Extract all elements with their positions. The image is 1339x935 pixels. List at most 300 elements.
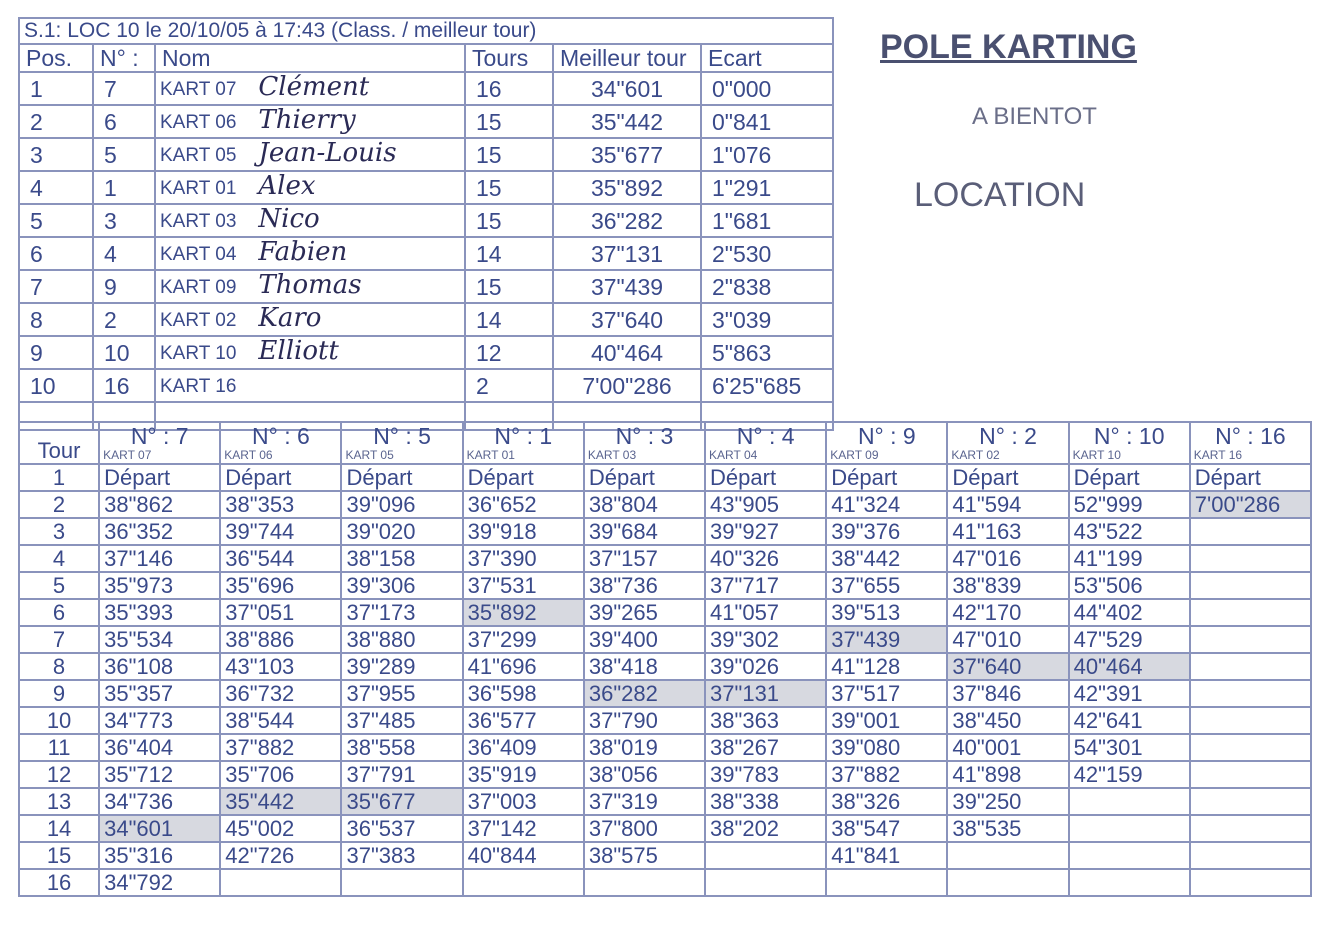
lap-time-cell (1190, 653, 1311, 680)
best-lap-cell: 34"601 (553, 72, 701, 105)
results-row (19, 171, 833, 204)
lap-time-cell: 38"544 (220, 707, 341, 734)
lap-time-cell (947, 842, 1068, 869)
lap-time-cell: Départ (947, 464, 1068, 491)
lap-time-cell: Départ (584, 464, 705, 491)
lap-number-cell: 1 (19, 464, 99, 491)
laps-body (19, 464, 1311, 896)
gap-cell: 0"000 (701, 72, 833, 105)
kart-header-name: KART 05 (345, 448, 394, 462)
kart-number-cell: 4 (93, 237, 155, 270)
lap-time-cell (1069, 842, 1190, 869)
lap-time-cell (1069, 815, 1190, 842)
lap-number-cell: 7 (19, 626, 99, 653)
lap-time-cell: 42"170 (947, 599, 1068, 626)
lap-time-cell: 35"316 (99, 842, 220, 869)
best-lap-cell: 37"640 (553, 303, 701, 336)
kart-header-name: KART 02 (951, 448, 1000, 462)
lap-time-cell (1190, 788, 1311, 815)
results-table (18, 17, 834, 431)
kart-header (220, 422, 341, 464)
lap-time-cell: 37"791 (341, 761, 462, 788)
lap-time-cell: 36"544 (220, 545, 341, 572)
lap-time-cell: 40"844 (463, 842, 584, 869)
driver-name: Karo (258, 303, 322, 333)
lap-time-cell: 35"393 (99, 599, 220, 626)
lap-number-cell: 8 (19, 653, 99, 680)
lap-time-cell: 41"696 (463, 653, 584, 680)
kart-header-number: N° : 5 (373, 423, 431, 449)
lap-time-cell: Départ (99, 464, 220, 491)
lap-time-cell: 38"736 (584, 572, 705, 599)
lap-time-cell: 43"522 (1069, 518, 1190, 545)
lap-time-cell: 37"003 (463, 788, 584, 815)
lap-time-cell: 37"157 (584, 545, 705, 572)
lap-time-cell: 39"684 (584, 518, 705, 545)
lap-time-cell: 41"898 (947, 761, 1068, 788)
lap-time-cell: 42"726 (220, 842, 341, 869)
kart-name: KART 06 (160, 112, 237, 133)
lap-time-cell: 40"001 (947, 734, 1068, 761)
lap-time-cell: 39"306 (341, 572, 462, 599)
lap-time-cell: 34"736 (99, 788, 220, 815)
kart-header (1190, 422, 1311, 464)
lap-row (19, 680, 1311, 707)
laps-count-cell: 15 (465, 138, 553, 171)
lap-time-cell: 37"299 (463, 626, 584, 653)
lap-time-cell: 38"202 (705, 815, 826, 842)
results-header-cell: Meilleur tour (553, 44, 701, 72)
lap-time-cell (1069, 869, 1190, 896)
results-header-cell: Tours (465, 44, 553, 72)
lap-time-cell: 35"712 (99, 761, 220, 788)
kart-header (99, 422, 220, 464)
lap-time-cell: 38"450 (947, 707, 1068, 734)
results-row (19, 336, 833, 369)
gap-cell: 1"291 (701, 171, 833, 204)
lap-number-cell: 15 (19, 842, 99, 869)
lap-time-cell: 34"773 (99, 707, 220, 734)
kart-header (947, 422, 1068, 464)
lap-row (19, 869, 1311, 896)
lap-time-cell: 35"973 (99, 572, 220, 599)
results-title: S.1: LOC 10 le 20/10/05 à 17:43 (Class. / meilleur tour) (19, 18, 833, 44)
results-row (19, 138, 833, 171)
lap-time-cell: 40"326 (705, 545, 826, 572)
laps-count-cell: 15 (465, 105, 553, 138)
lap-time-cell: 37"146 (99, 545, 220, 572)
name-cell (155, 237, 465, 270)
kart-name: KART 02 (160, 310, 237, 331)
lap-time-cell: 37"390 (463, 545, 584, 572)
lap-time-cell (1069, 788, 1190, 815)
position-cell: 9 (19, 336, 93, 369)
name-cell (155, 105, 465, 138)
best-lap-cell: 37"131 (553, 237, 701, 270)
lap-time-cell: 41"128 (826, 653, 947, 680)
results-row (19, 72, 833, 105)
lap-time-cell (1190, 734, 1311, 761)
lap-time-cell (341, 869, 462, 896)
driver-name: Fabien (258, 237, 348, 267)
kart-header-number: N° : 7 (130, 423, 189, 449)
lap-time-cell: 38"862 (99, 491, 220, 518)
laps-count-cell: 12 (465, 336, 553, 369)
lap-time-cell: 39"927 (705, 518, 826, 545)
kart-name: KART 16 (160, 376, 237, 397)
lap-time-cell: 38"353 (220, 491, 341, 518)
lap-time-cell (705, 869, 826, 896)
lap-time-cell: 37"531 (463, 572, 584, 599)
lap-time-cell: 39"026 (705, 653, 826, 680)
lap-time-cell: 37"882 (220, 734, 341, 761)
lap-time-cell: 41"057 (705, 599, 826, 626)
kart-header-name: KART 09 (830, 448, 879, 462)
kart-number-cell: 1 (93, 171, 155, 204)
kart-header-number: N° : 16 (1215, 423, 1286, 449)
lap-time-cell: 35"534 (99, 626, 220, 653)
lap-time-cell: Départ (1190, 464, 1311, 491)
lap-time-cell (1190, 545, 1311, 572)
lap-time-cell: 38"326 (826, 788, 947, 815)
kart-name: KART 03 (160, 211, 237, 232)
lap-time-cell (1190, 707, 1311, 734)
lap-time-cell (1190, 518, 1311, 545)
lap-time-cell (220, 869, 341, 896)
driver-name: Alex (258, 171, 316, 201)
lap-time-cell: 37"955 (341, 680, 462, 707)
laps-count-cell: 2 (465, 369, 553, 402)
gap-cell: 2"530 (701, 237, 833, 270)
lap-time-cell: Départ (341, 464, 462, 491)
name-cell (155, 270, 465, 303)
kart-header-name: KART 01 (466, 448, 515, 462)
lap-time-cell: 35"442 (220, 788, 341, 815)
lap-time-cell: 37"173 (341, 599, 462, 626)
lap-time-cell: 37"517 (826, 680, 947, 707)
lap-time-cell (1190, 842, 1311, 869)
driver-name: Jean-Louis (258, 138, 397, 168)
lap-time-cell: 36"404 (99, 734, 220, 761)
results-header-cell: Pos. (19, 44, 93, 72)
position-cell: 3 (19, 138, 93, 171)
kart-header-number: N° : 1 (494, 423, 553, 449)
kart-header-number: N° : 9 (857, 423, 916, 449)
kart-number-cell: 16 (93, 369, 155, 402)
lap-time-cell: 39"918 (463, 518, 584, 545)
lap-number-cell: 6 (19, 599, 99, 626)
results-body (19, 72, 833, 430)
lap-time-cell (584, 869, 705, 896)
kart-header (1069, 422, 1190, 464)
lap-time-cell: 41"841 (826, 842, 947, 869)
kart-name: KART 07 (160, 79, 237, 100)
lap-time-cell: 47"016 (947, 545, 1068, 572)
kart-header (826, 422, 947, 464)
lap-time-cell: 35"892 (463, 599, 584, 626)
tour-header: Tour (19, 422, 99, 464)
results-row (19, 105, 833, 138)
results-row (19, 369, 833, 402)
kart-number-cell: 7 (93, 72, 155, 105)
lap-time-cell: 42"391 (1069, 680, 1190, 707)
kart-name: KART 05 (160, 145, 237, 166)
lap-number-cell: 5 (19, 572, 99, 599)
lap-time-cell: 39"265 (584, 599, 705, 626)
kart-number-cell: 10 (93, 336, 155, 369)
lap-row (19, 464, 1311, 491)
results-header-cell: N° : (93, 44, 155, 72)
kart-number-cell: 2 (93, 303, 155, 336)
driver-name: Thierry (258, 105, 356, 135)
lap-row (19, 518, 1311, 545)
lap-row (19, 572, 1311, 599)
name-cell (155, 336, 465, 369)
kart-header-number: N° : 4 (736, 423, 795, 449)
name-cell (155, 138, 465, 171)
lap-time-cell: 54"301 (1069, 734, 1190, 761)
driver-name: Elliott (258, 336, 339, 366)
lap-time-cell (1190, 626, 1311, 653)
kart-number-cell: 6 (93, 105, 155, 138)
lap-time-cell: 37"655 (826, 572, 947, 599)
kart-number-cell: 9 (93, 270, 155, 303)
lap-row (19, 707, 1311, 734)
lap-row (19, 599, 1311, 626)
laps-count-cell: 15 (465, 204, 553, 237)
lap-row (19, 815, 1311, 842)
lap-time-cell: 35"357 (99, 680, 220, 707)
lap-time-cell: 39"376 (826, 518, 947, 545)
lap-time-cell (1190, 599, 1311, 626)
lap-time-cell: 38"418 (584, 653, 705, 680)
best-lap-cell: 37"439 (553, 270, 701, 303)
position-cell: 1 (19, 72, 93, 105)
lap-time-cell: 41"594 (947, 491, 1068, 518)
lap-number-cell: 10 (19, 707, 99, 734)
best-lap-cell: 36"282 (553, 204, 701, 237)
lap-time-cell: 35"696 (220, 572, 341, 599)
lap-time-cell: 36"108 (99, 653, 220, 680)
position-cell: 8 (19, 303, 93, 336)
lap-time-cell: 38"880 (341, 626, 462, 653)
results-row (19, 237, 833, 270)
lap-number-cell: 9 (19, 680, 99, 707)
gap-cell: 0"841 (701, 105, 833, 138)
lap-number-cell: 2 (19, 491, 99, 518)
laps-count-cell: 14 (465, 303, 553, 336)
lap-time-cell: 39"783 (705, 761, 826, 788)
lap-time-cell: 43"103 (220, 653, 341, 680)
lap-time-cell: 38"804 (584, 491, 705, 518)
lap-time-cell (1190, 869, 1311, 896)
lap-time-cell: 53"506 (1069, 572, 1190, 599)
lap-time-cell: 35"919 (463, 761, 584, 788)
kart-header (341, 422, 462, 464)
laps-count-cell: 16 (465, 72, 553, 105)
kart-number-cell: 3 (93, 204, 155, 237)
driver-name: Nico (258, 204, 320, 234)
lap-time-cell: 38"547 (826, 815, 947, 842)
position-cell: 7 (19, 270, 93, 303)
laps-count-cell: 15 (465, 270, 553, 303)
brand-title: POLE KARTING (880, 28, 1137, 66)
lap-time-cell: 38"886 (220, 626, 341, 653)
lap-number-cell: 13 (19, 788, 99, 815)
gap-cell: 1"076 (701, 138, 833, 171)
kart-header-number: N° : 6 (252, 423, 310, 449)
lap-time-cell: 37"882 (826, 761, 947, 788)
kart-name: KART 09 (160, 277, 237, 298)
lap-time-cell: 36"537 (341, 815, 462, 842)
lap-time-cell: 39"302 (705, 626, 826, 653)
lap-time-cell: 38"338 (705, 788, 826, 815)
lap-time-cell: 34"601 (99, 815, 220, 842)
lap-time-cell: 39"001 (826, 707, 947, 734)
lap-time-cell: 52"999 (1069, 491, 1190, 518)
lap-row (19, 842, 1311, 869)
lap-time-cell: 34"792 (99, 869, 220, 896)
best-lap-cell: 35"442 (553, 105, 701, 138)
lap-time-cell: 36"352 (99, 518, 220, 545)
lap-time-cell: 41"163 (947, 518, 1068, 545)
laps-count-cell: 15 (465, 171, 553, 204)
name-cell (155, 369, 465, 402)
name-cell (155, 171, 465, 204)
lap-time-cell: 40"464 (1069, 653, 1190, 680)
best-lap-cell: 35"677 (553, 138, 701, 171)
gap-cell: 1"681 (701, 204, 833, 237)
lap-time-cell: Départ (826, 464, 947, 491)
kart-header-name: KART 10 (1072, 448, 1121, 462)
lap-time-cell (705, 842, 826, 869)
lap-time-cell: 38"575 (584, 842, 705, 869)
lap-row (19, 545, 1311, 572)
lap-time-cell: 38"158 (341, 545, 462, 572)
lap-time-cell: 35"706 (220, 761, 341, 788)
lap-time-cell: 38"019 (584, 734, 705, 761)
position-cell: 5 (19, 204, 93, 237)
kart-header-number: N° : 10 (1093, 423, 1165, 449)
lap-time-cell: 39"289 (341, 653, 462, 680)
kart-header (584, 422, 705, 464)
lap-time-cell: 41"199 (1069, 545, 1190, 572)
best-lap-cell: 40"464 (553, 336, 701, 369)
farewell-text: A BIENTOT (972, 103, 1097, 130)
lap-time-cell: 39"400 (584, 626, 705, 653)
lap-number-cell: 14 (19, 815, 99, 842)
lap-number-cell: 12 (19, 761, 99, 788)
location-text: LOCATION (914, 176, 1086, 214)
lap-time-cell: 39"513 (826, 599, 947, 626)
lap-time-cell: Départ (463, 464, 584, 491)
lap-time-cell: 37"790 (584, 707, 705, 734)
kart-name: KART 04 (160, 244, 237, 265)
lap-time-cell: 35"677 (341, 788, 462, 815)
lap-time-cell: 36"598 (463, 680, 584, 707)
lap-row (19, 761, 1311, 788)
kart-header-name: KART 04 (709, 448, 758, 462)
lap-time-cell: 39"096 (341, 491, 462, 518)
lap-time-cell: 47"010 (947, 626, 1068, 653)
position-cell: 10 (19, 369, 93, 402)
lap-time-cell: 37"717 (705, 572, 826, 599)
lap-number-cell: 16 (19, 869, 99, 896)
kart-header-name: KART 16 (1193, 448, 1243, 462)
lap-time-cell (1190, 572, 1311, 599)
lap-time-cell: 36"282 (584, 680, 705, 707)
lap-time-cell: 37"846 (947, 680, 1068, 707)
lap-time-cell: 37"800 (584, 815, 705, 842)
gap-cell: 3"039 (701, 303, 833, 336)
lap-time-cell: 38"839 (947, 572, 1068, 599)
lap-row (19, 653, 1311, 680)
lap-time-cell: 38"363 (705, 707, 826, 734)
lap-time-cell: 47"529 (1069, 626, 1190, 653)
lap-time-cell (1190, 815, 1311, 842)
lap-time-cell (1190, 761, 1311, 788)
lap-time-cell: 38"056 (584, 761, 705, 788)
position-cell: 6 (19, 237, 93, 270)
lap-time-cell: 37"439 (826, 626, 947, 653)
name-cell (155, 204, 465, 237)
lap-number-cell: 4 (19, 545, 99, 572)
kart-header-name: KART 03 (587, 448, 637, 462)
lap-row (19, 734, 1311, 761)
lap-time-cell: 37"131 (705, 680, 826, 707)
kart-header-number: N° : 2 (979, 423, 1037, 449)
lap-time-cell: Départ (705, 464, 826, 491)
kart-name: KART 01 (160, 178, 237, 199)
lap-time-cell: Départ (220, 464, 341, 491)
kart-header-number: N° : 3 (615, 423, 674, 449)
lap-time-cell (463, 869, 584, 896)
lap-time-cell: 37"640 (947, 653, 1068, 680)
kart-number-cell: 5 (93, 138, 155, 171)
lap-time-cell: 36"652 (463, 491, 584, 518)
lap-time-cell (826, 869, 947, 896)
lap-time-cell: 7'00"286 (1190, 491, 1311, 518)
position-cell: 4 (19, 171, 93, 204)
results-header-cell: Nom (155, 44, 465, 72)
lap-time-cell: 37"319 (584, 788, 705, 815)
lap-time-cell: 38"267 (705, 734, 826, 761)
lap-time-cell: 39"250 (947, 788, 1068, 815)
lap-time-cell: 39"744 (220, 518, 341, 545)
gap-cell: 5"863 (701, 336, 833, 369)
results-row (19, 204, 833, 237)
results-header-cell: Ecart (701, 44, 833, 72)
kart-name: KART 10 (160, 343, 237, 364)
lap-time-cell: 36"732 (220, 680, 341, 707)
kart-header (463, 422, 584, 464)
lap-time-cell: 38"442 (826, 545, 947, 572)
lap-time-cell: 39"080 (826, 734, 947, 761)
laps-table (18, 421, 1312, 897)
lap-row (19, 491, 1311, 518)
driver-name: Clément (258, 72, 370, 102)
lap-time-cell: 38"558 (341, 734, 462, 761)
lap-time-cell: 36"409 (463, 734, 584, 761)
kart-header-name: KART 06 (224, 448, 273, 462)
lap-time-cell: 45"002 (220, 815, 341, 842)
name-cell (155, 303, 465, 336)
lap-row (19, 626, 1311, 653)
lap-time-cell (1190, 680, 1311, 707)
gap-cell: 6'25"685 (701, 369, 833, 402)
lap-time-cell: 37"383 (341, 842, 462, 869)
lap-time-cell: 43"905 (705, 491, 826, 518)
